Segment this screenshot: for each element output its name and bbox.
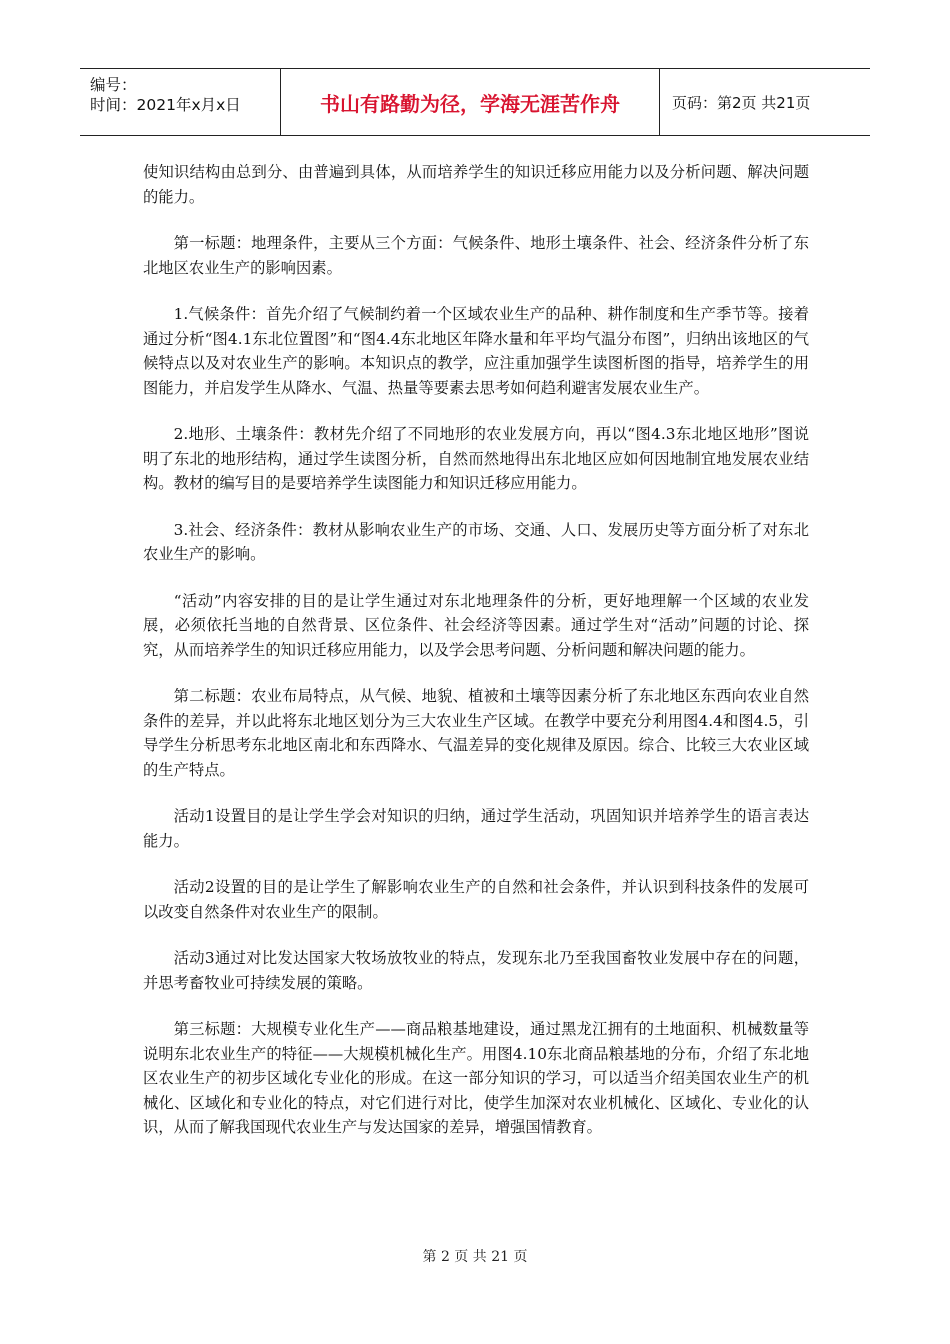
motto-banner: 书山有路勤为径，学海无涯苦作舟: [280, 69, 660, 135]
document-body: [143, 160, 809, 1162]
page-footer: 第 2 页 共 21 页: [422, 1249, 528, 1265]
paragraph: 活动3通过对比发达国家大牧场放牧业的特点，发现东北乃至我国畜牧业发展中存在的问题，并思考畜牧业可持续发展的策略。: [143, 949, 809, 992]
date-line: 时间：2021年x月x日: [90, 96, 241, 114]
paragraph: 活动2设置的目的是让学生了解影响农业生产的自然和社会条件，并认识到科技条件的发展可以改变自然条件对农业生产的限制。: [143, 878, 809, 921]
paragraph: 活动1设置目的是让学生学会对知识的归纳，通过学生活动，巩固知识并培养学生的语言表达能力。: [143, 807, 809, 850]
paragraph: 1.气候条件：首先介绍了气候制约着一个区域农业生产的品种、耕作制度和生产季节等。接着通过分析“图4.1东北位置图”和“图4.4东北地区年降水量和年平均气温分布图”，归纳出该地区的气候特点以及对农业生产的影响。本知识点的教学，应注重加强学生读图析图的指导，培养学生的用图能力，并启发学生从降水、气温、热量等要素去思考如何趋利避害发展农业生产。: [143, 305, 809, 397]
header-meta: [80, 69, 280, 135]
page-header: [80, 68, 870, 136]
paragraph: 第一标题：地理条件，主要从三个方面：气候条件、地形土壤条件、社会、经济条件分析了东北地区农业生产的影响因素。: [143, 234, 809, 277]
paragraph: 使知识结构由总到分、由普遍到具体，从而培养学生的知识迁移应用能力以及分析问题、解决问题的能力。: [143, 163, 809, 206]
paragraph: “活动”内容安排的目的是让学生通过对东北地理条件的分析，更好地理解一个区域的农业发展，必须依托当地的自然背景、区位条件、社会经济等因素。通过学生对“活动”问题的讨论、探究，从而培养学生的知识迁移应用能力，以及学会思考问题、分析问题和解决问题的能力。: [143, 591, 809, 659]
paragraph: 第二标题：农业布局特点，从气候、地貌、植被和土壤等因素分析了东北地区东西向农业自然条件的差异，并以此将东北地区划分为三大农业生产区域。在教学中要充分利用图4.4和图4.5，引导学生分析思考东北地区南北和东西降水、气温差异的变化规律及原因。综合、比较三大农业区域的生产特点。: [143, 687, 809, 779]
paragraph: 2.地形、土壤条件：教材先介绍了不同地形的农业发展方向，再以“图4.3东北地区地形”图说明了东北的地形结构，通过学生读图分析，自然而然地得出东北地区应如何因地制宜地发展农业结构。教材的编写目的是要培养学生读图能力和知识迁移应用能力。: [143, 425, 809, 492]
page-info: 页码：第2页 共21页: [672, 93, 811, 112]
paragraph: 3.社会、经济条件：教材从影响农业生产的市场、交通、人口、发展历史等方面分析了对东北农业生产的影响。: [143, 520, 809, 563]
paragraph: 第三标题：大规模专业化生产——商品粮基地建设，通过黑龙江拥有的土地面积、机械数量等说明东北农业生产的特征——大规模机械化生产。用图4.10东北商品粮基地的分布，介绍了东北地区农业生产的初步区域化专业化的形成。在这一部分知识的学习，可以适当介绍美国农业生产的机械化、区域化和专业化的特点，对它们进行对比，使学生加深对农业机械化、区域化、专业化的认识，从而了解我国现代农业生产与发达国家的差异，增强国情教育。: [143, 1020, 809, 1136]
number-label: 编号：: [90, 76, 137, 94]
